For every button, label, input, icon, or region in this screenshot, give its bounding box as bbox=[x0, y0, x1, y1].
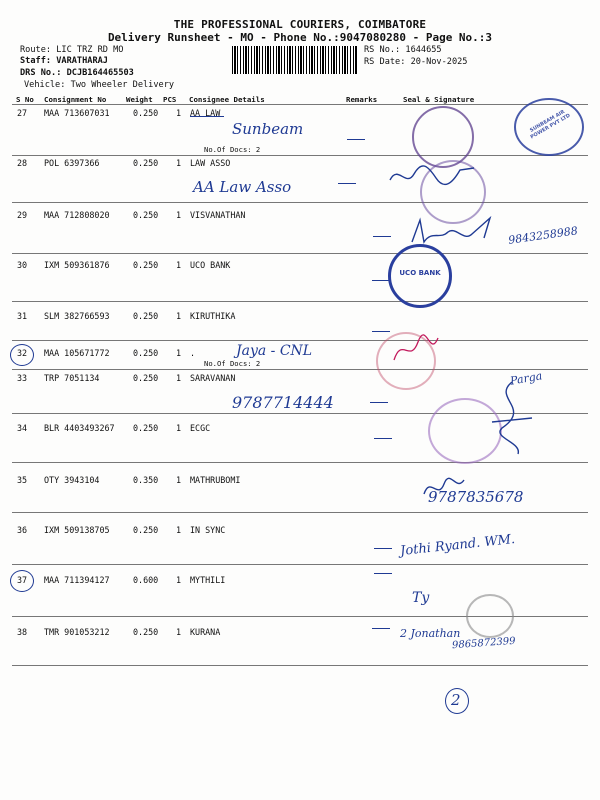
row-consignee: AA LAW bbox=[190, 108, 221, 118]
row-consignment-no: TMR 901053212 bbox=[44, 627, 110, 637]
signature-law-asso bbox=[388, 160, 478, 192]
row-consignment-no: MAA 105671772 bbox=[44, 348, 110, 358]
row-consignee: MYTHILI bbox=[190, 575, 226, 585]
row-divider bbox=[12, 340, 588, 341]
signature-visvanathan bbox=[410, 212, 510, 252]
handwritten-parga: Parga bbox=[509, 369, 544, 388]
table-row bbox=[0, 475, 600, 485]
row-sno: 32 bbox=[17, 348, 28, 358]
circle-mark-32 bbox=[10, 344, 34, 366]
vehicle-line: Vehicle: Two Wheeler Delivery bbox=[24, 80, 175, 90]
row-pcs: 1 bbox=[176, 475, 182, 485]
row-sno: 30 bbox=[17, 260, 28, 270]
rs-date: RS Date: 20-Nov-2025 bbox=[364, 57, 468, 67]
row-sno: 27 bbox=[17, 108, 28, 118]
staff-value: VARATHARAJ bbox=[56, 56, 108, 66]
row-sno: 37 bbox=[17, 575, 28, 585]
row-consignee: VISVANATHAN bbox=[190, 210, 246, 220]
handwritten-law-asso: AA Law Asso bbox=[193, 178, 292, 196]
rs-number: RS No.: 1644655 bbox=[364, 45, 442, 55]
row-consignment-no: MAA 713607031 bbox=[44, 108, 110, 118]
row-sno: 38 bbox=[17, 627, 28, 637]
col-consignee: Consignee Details bbox=[189, 95, 265, 104]
remark-dash bbox=[374, 438, 392, 439]
remark-dash bbox=[373, 236, 391, 237]
handwritten-phone-35: 9787835678 bbox=[428, 488, 524, 506]
strike-mark bbox=[190, 116, 224, 117]
stamp-sunbeam-text: SUNBEAM AIR POWER PVT LTD bbox=[529, 108, 572, 141]
row-pcs: 1 bbox=[176, 158, 182, 168]
row-divider bbox=[12, 462, 588, 463]
page-mark-number: 2 bbox=[451, 691, 461, 709]
row-weight: 0.250 bbox=[133, 260, 159, 270]
table-row bbox=[0, 158, 600, 168]
staff-line bbox=[20, 56, 108, 66]
handwritten-sunbeam: Sunbeam bbox=[232, 120, 304, 138]
row-sno: 33 bbox=[17, 373, 28, 383]
signature-row-32 bbox=[390, 330, 450, 370]
row-weight: 0.250 bbox=[133, 348, 159, 358]
col-weight: Weight bbox=[126, 95, 153, 104]
row-weight: 0.250 bbox=[133, 158, 159, 168]
row-docs-count: No.Of Docs: 2 bbox=[204, 145, 261, 154]
row-consignment-no: BLR 4403493267 bbox=[44, 423, 115, 433]
col-consignment: Consignment No bbox=[44, 95, 107, 104]
remark-dash bbox=[370, 402, 388, 403]
row-consignment-no: POL 6397366 bbox=[44, 158, 100, 168]
col-remarks: Remarks bbox=[346, 95, 378, 104]
table-row bbox=[0, 575, 600, 585]
row-weight: 0.250 bbox=[133, 108, 159, 118]
row-consignee: IN SYNC bbox=[190, 525, 226, 535]
staff-label: Staff: bbox=[20, 56, 52, 66]
row-divider bbox=[12, 564, 588, 565]
row-pcs: 1 bbox=[176, 423, 182, 433]
row-sno: 31 bbox=[17, 311, 28, 321]
stamp-uco-text: UCO BANK bbox=[399, 269, 441, 277]
row-weight: 0.250 bbox=[133, 210, 159, 220]
row-consignment-no: TRP 7051134 bbox=[44, 373, 100, 383]
row-consignment-no: IXM 509361876 bbox=[44, 260, 110, 270]
row-consignment-no: MAA 711394127 bbox=[44, 575, 110, 585]
table-row bbox=[0, 108, 600, 118]
row-pcs: 1 bbox=[176, 373, 182, 383]
row-pcs: 1 bbox=[176, 260, 182, 270]
row-sno: 35 bbox=[17, 475, 28, 485]
row-consignment-no: MAA 712808020 bbox=[44, 210, 110, 220]
stamp-mythili bbox=[466, 594, 514, 638]
col-sno: S No bbox=[16, 95, 34, 104]
row-consignment-no: SLM 382766593 bbox=[44, 311, 110, 321]
row-consignee: KURANA bbox=[190, 627, 221, 637]
handwritten-phone-33: 9787714444 bbox=[232, 393, 334, 412]
drs-label: DRS No.: bbox=[20, 68, 62, 78]
stamp-sunbeam bbox=[514, 98, 584, 156]
table-row bbox=[0, 210, 600, 220]
row-divider bbox=[12, 253, 588, 254]
drs-line bbox=[20, 68, 134, 78]
row-pcs: 1 bbox=[176, 311, 182, 321]
handwritten-insync-sign: Jothi Ryand. WM. bbox=[399, 532, 516, 559]
row-weight: 0.250 bbox=[133, 373, 159, 383]
remark-dash bbox=[374, 573, 392, 574]
header-rule bbox=[12, 104, 588, 105]
row-pcs: 1 bbox=[176, 210, 182, 220]
drs-value: DCJB164465503 bbox=[66, 68, 134, 78]
handwritten-phone-29: 9843258988 bbox=[507, 224, 579, 247]
handwritten-kurana-2: 9865872399 bbox=[451, 635, 516, 652]
row-consignee: LAW ASSO bbox=[190, 158, 231, 168]
signature-mathrubomi bbox=[420, 474, 470, 502]
row-consignee: UCO BANK bbox=[190, 260, 231, 270]
company-title: THE PROFESSIONAL COURIERS, COIMBATORE bbox=[173, 18, 427, 31]
row-divider bbox=[12, 369, 588, 370]
row-sno: 34 bbox=[17, 423, 28, 433]
handwritten-kurana-1: 2 Jonathan bbox=[400, 627, 461, 640]
route-line: Route: LIC TRZ RD MO bbox=[20, 45, 124, 55]
row-pcs: 1 bbox=[176, 348, 182, 358]
circle-mark-37 bbox=[10, 570, 34, 592]
row-pcs: 1 bbox=[176, 525, 182, 535]
table-row bbox=[0, 311, 600, 321]
page-mark-circle bbox=[445, 688, 469, 714]
row-divider bbox=[12, 202, 588, 203]
row-consignee: . bbox=[190, 348, 196, 358]
table-row bbox=[0, 260, 600, 270]
row-divider bbox=[12, 155, 588, 156]
runsheet-subtitle: Delivery Runsheet - MO - Phone No.:9047080280 - Page No.:3 bbox=[107, 31, 493, 44]
row-weight: 0.600 bbox=[133, 575, 159, 585]
row-weight: 0.250 bbox=[133, 311, 159, 321]
handwritten-ty: Ty bbox=[412, 590, 430, 606]
remark-dash bbox=[374, 548, 392, 549]
row-consignment-no: IXM 509138705 bbox=[44, 525, 110, 535]
row-sno: 28 bbox=[17, 158, 28, 168]
row-pcs: 1 bbox=[176, 108, 182, 118]
row-weight: 0.250 bbox=[133, 423, 159, 433]
remark-dash bbox=[338, 183, 356, 184]
row-consignee: MATHRUBOMI bbox=[190, 475, 241, 485]
stamp-uco-bank bbox=[388, 244, 452, 308]
row-divider bbox=[12, 665, 588, 666]
row-consignee: KIRUTHIKA bbox=[190, 311, 236, 321]
row-weight: 0.250 bbox=[133, 525, 159, 535]
col-pcs: PCS bbox=[163, 95, 177, 104]
signature-ecgc bbox=[482, 378, 542, 458]
row-docs-count: No.Of Docs: 2 bbox=[204, 359, 261, 368]
handwritten-jaya-cnl: Jaya - CNL bbox=[236, 343, 313, 359]
row-consignee: SARAVANAN bbox=[190, 373, 236, 383]
row-weight: 0.350 bbox=[133, 475, 159, 485]
remark-dash bbox=[372, 628, 390, 629]
stamp-aa-law bbox=[412, 106, 474, 168]
row-weight: 0.250 bbox=[133, 627, 159, 637]
row-consignee: ECGC bbox=[190, 423, 211, 433]
col-seal-signature: Seal & Signature bbox=[403, 95, 475, 104]
barcode bbox=[232, 46, 358, 74]
row-consignment-no: OTY 3943104 bbox=[44, 475, 100, 485]
row-pcs: 1 bbox=[176, 575, 182, 585]
row-divider bbox=[12, 512, 588, 513]
row-pcs: 1 bbox=[176, 627, 182, 637]
row-divider bbox=[12, 301, 588, 302]
row-sno: 29 bbox=[17, 210, 28, 220]
remark-dash bbox=[372, 331, 390, 332]
remark-dash bbox=[347, 139, 365, 140]
row-sno: 36 bbox=[17, 525, 28, 535]
